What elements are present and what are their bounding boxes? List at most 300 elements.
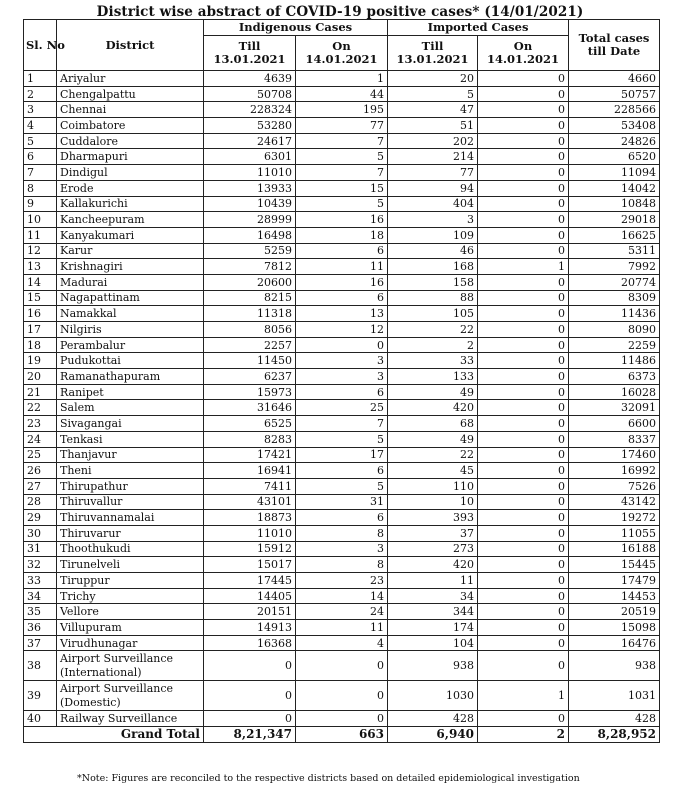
sl-no-cell: 33 <box>24 573 57 589</box>
total-cell: 20774 <box>569 274 660 290</box>
imported-on-cell: 0 <box>478 196 569 212</box>
indigenous-on-cell: 7 <box>296 133 388 149</box>
sl-no-cell: 31 <box>24 541 57 557</box>
indigenous-till-cell: 16368 <box>204 635 296 651</box>
indigenous-till-cell: 16498 <box>204 227 296 243</box>
indigenous-on-cell: 25 <box>296 400 388 416</box>
total-cell: 50757 <box>569 86 660 102</box>
indigenous-on-cell: 6 <box>296 463 388 479</box>
imported-on-cell: 0 <box>478 573 569 589</box>
total-cell: 14453 <box>569 588 660 604</box>
indigenous-till-cell: 0 <box>204 651 296 681</box>
imported-on-cell: 0 <box>478 431 569 447</box>
imported-on-cell: 0 <box>478 620 569 636</box>
district-cell: Airport Surveillance (Domestic) <box>57 681 204 711</box>
total-cell: 16992 <box>569 463 660 479</box>
indigenous-on-cell: 0 <box>296 711 388 727</box>
imported-on-cell: 0 <box>478 86 569 102</box>
district-cell: Airport Surveillance (International) <box>57 651 204 681</box>
district-cell: Tiruppur <box>57 573 204 589</box>
total-cell: 24826 <box>569 133 660 149</box>
sl-no-cell: 9 <box>24 196 57 212</box>
sl-no-cell: 8 <box>24 180 57 196</box>
indigenous-on-cell: 195 <box>296 102 388 118</box>
table-row <box>24 86 660 102</box>
imported-on-cell: 1 <box>478 259 569 275</box>
imported-on-cell: 0 <box>478 149 569 165</box>
indigenous-on-cell: 44 <box>296 86 388 102</box>
sl-no-cell: 6 <box>24 149 57 165</box>
imported-on-cell: 0 <box>478 353 569 369</box>
indigenous-till-cell: 11010 <box>204 525 296 541</box>
table-row <box>24 525 660 541</box>
indigenous-till-cell: 6237 <box>204 369 296 385</box>
imported-till-cell: 88 <box>388 290 478 306</box>
total-cell: 16028 <box>569 384 660 400</box>
district-cell: Tenkasi <box>57 431 204 447</box>
indigenous-till-cell: 6301 <box>204 149 296 165</box>
table-row <box>24 588 660 604</box>
indigenous-till-cell: 0 <box>204 681 296 711</box>
total-cell: 11436 <box>569 306 660 322</box>
total-cell: 43142 <box>569 494 660 510</box>
indigenous-till-cell: 13933 <box>204 180 296 196</box>
imported-till-cell: 22 <box>388 322 478 338</box>
indigenous-till-header: Till 13.01.2021 <box>204 36 296 71</box>
sl-no-cell: 10 <box>24 212 57 228</box>
indigenous-till-cell: 53280 <box>204 118 296 134</box>
imported-on-cell: 0 <box>478 165 569 181</box>
imported-on-cell: 0 <box>478 306 569 322</box>
total-cell: 10848 <box>569 196 660 212</box>
district-cell: Thirupathur <box>57 478 204 494</box>
imported-on-cell: 0 <box>478 557 569 573</box>
indigenous-till-cell: 14913 <box>204 620 296 636</box>
total-cell: 228566 <box>569 102 660 118</box>
sl-no-cell: 29 <box>24 510 57 526</box>
imported-on-cell: 0 <box>478 274 569 290</box>
indigenous-on-cell: 14 <box>296 588 388 604</box>
indigenous-till-cell: 28999 <box>204 212 296 228</box>
total-cases-header: Total cases till Date <box>569 20 660 71</box>
district-cell: Pudukottai <box>57 353 204 369</box>
total-cell: 29018 <box>569 212 660 228</box>
table-row <box>24 212 660 228</box>
sl-no-cell: 26 <box>24 463 57 479</box>
imported-till-cell: 46 <box>388 243 478 259</box>
grand-total-row <box>24 727 660 743</box>
indigenous-on-cell: 0 <box>296 681 388 711</box>
imported-till-cell: 51 <box>388 118 478 134</box>
imported-till-cell: 34 <box>388 588 478 604</box>
sl-no-cell: 15 <box>24 290 57 306</box>
indigenous-on-cell: 5 <box>296 149 388 165</box>
imported-on-cell: 0 <box>478 651 569 681</box>
district-cell: Tirunelveli <box>57 557 204 573</box>
imported-on-cell: 1 <box>478 681 569 711</box>
total-cell: 8090 <box>569 322 660 338</box>
sl-no-cell: 7 <box>24 165 57 181</box>
imported-till-cell: 214 <box>388 149 478 165</box>
table-row <box>24 149 660 165</box>
indigenous-till-cell: 15973 <box>204 384 296 400</box>
sl-no-cell: 13 <box>24 259 57 275</box>
indigenous-till-cell: 11318 <box>204 306 296 322</box>
indigenous-till-cell: 43101 <box>204 494 296 510</box>
imported-on-cell: 0 <box>478 541 569 557</box>
table-row <box>24 337 660 353</box>
imported-till-cell: 11 <box>388 573 478 589</box>
district-header: District <box>57 20 204 71</box>
table-row <box>24 463 660 479</box>
table-row <box>24 369 660 385</box>
imported-till-cell: 420 <box>388 400 478 416</box>
indigenous-till-cell: 11450 <box>204 353 296 369</box>
district-cell: Railway Surveillance <box>57 711 204 727</box>
imported-till-cell: 77 <box>388 165 478 181</box>
total-cell: 6520 <box>569 149 660 165</box>
table-row <box>24 243 660 259</box>
district-cell: Kanyakumari <box>57 227 204 243</box>
imported-till-cell: 47 <box>388 102 478 118</box>
covid-cases-table <box>23 19 660 743</box>
sl-no-cell: 19 <box>24 353 57 369</box>
imported-till-cell: 105 <box>388 306 478 322</box>
table-row <box>24 353 660 369</box>
indigenous-till-cell: 17421 <box>204 447 296 463</box>
total-cell: 15098 <box>569 620 660 636</box>
table-row <box>24 118 660 134</box>
imported-on-cell: 0 <box>478 322 569 338</box>
indigenous-till-cell: 8056 <box>204 322 296 338</box>
imported-till-cell: 94 <box>388 180 478 196</box>
indigenous-till-cell: 24617 <box>204 133 296 149</box>
total-cell: 14042 <box>569 180 660 196</box>
indigenous-on-cell: 8 <box>296 557 388 573</box>
indigenous-till-cell: 10439 <box>204 196 296 212</box>
sl-no-cell: 34 <box>24 588 57 604</box>
imported-till-cell: 404 <box>388 196 478 212</box>
district-cell: Thoothukudi <box>57 541 204 557</box>
table-row <box>24 711 660 727</box>
total-cell: 17479 <box>569 573 660 589</box>
grand-total-indigenous-on: 663 <box>296 727 388 743</box>
total-cell: 15445 <box>569 557 660 573</box>
total-cell: 7526 <box>569 478 660 494</box>
grand-total-label: Grand Total <box>24 727 204 743</box>
district-cell: Thanjavur <box>57 447 204 463</box>
imported-till-cell: 168 <box>388 259 478 275</box>
sl-no-cell: 11 <box>24 227 57 243</box>
indigenous-on-cell: 5 <box>296 431 388 447</box>
table-row <box>24 71 660 87</box>
sl-no-cell: 39 <box>24 681 57 711</box>
indigenous-on-cell: 0 <box>296 651 388 681</box>
imported-till-cell: 109 <box>388 227 478 243</box>
imported-on-cell: 0 <box>478 369 569 385</box>
indigenous-till-cell: 15017 <box>204 557 296 573</box>
imported-on-cell: 0 <box>478 494 569 510</box>
imported-till-cell: 10 <box>388 494 478 510</box>
indigenous-till-cell: 50708 <box>204 86 296 102</box>
imported-on-cell: 0 <box>478 588 569 604</box>
indigenous-on-cell: 3 <box>296 369 388 385</box>
indigenous-on-cell: 0 <box>296 337 388 353</box>
imported-on-cell: 0 <box>478 478 569 494</box>
imported-till-cell: 393 <box>388 510 478 526</box>
table-row <box>24 620 660 636</box>
total-cell: 11486 <box>569 353 660 369</box>
indigenous-till-cell: 15912 <box>204 541 296 557</box>
imported-on-cell: 0 <box>478 212 569 228</box>
table-row <box>24 635 660 651</box>
sl-no-cell: 16 <box>24 306 57 322</box>
imported-till-cell: 37 <box>388 525 478 541</box>
indigenous-till-cell: 8283 <box>204 431 296 447</box>
total-cell: 428 <box>569 711 660 727</box>
indigenous-on-cell: 16 <box>296 274 388 290</box>
district-cell: Perambalur <box>57 337 204 353</box>
imported-on-cell: 0 <box>478 102 569 118</box>
total-cell: 8337 <box>569 431 660 447</box>
total-cell: 20519 <box>569 604 660 620</box>
district-cell: Kallakurichi <box>57 196 204 212</box>
grand-total-imported-till: 6,940 <box>388 727 478 743</box>
indigenous-till-cell: 4639 <box>204 71 296 87</box>
imported-on-cell: 0 <box>478 384 569 400</box>
table-row <box>24 227 660 243</box>
indigenous-on-cell: 15 <box>296 180 388 196</box>
indigenous-on-cell: 12 <box>296 322 388 338</box>
indigenous-on-cell: 8 <box>296 525 388 541</box>
indigenous-till-cell: 14405 <box>204 588 296 604</box>
table-row <box>24 180 660 196</box>
district-cell: Ramanathapuram <box>57 369 204 385</box>
grand-total-indigenous-till: 8,21,347 <box>204 727 296 743</box>
imported-on-cell: 0 <box>478 604 569 620</box>
imported-on-cell: 0 <box>478 447 569 463</box>
imported-on-cell: 0 <box>478 337 569 353</box>
district-cell: Chennai <box>57 102 204 118</box>
indigenous-on-cell: 7 <box>296 165 388 181</box>
indigenous-on-cell: 17 <box>296 447 388 463</box>
sl-no-cell: 25 <box>24 447 57 463</box>
indigenous-till-cell: 228324 <box>204 102 296 118</box>
table-row <box>24 133 660 149</box>
imported-on-header: On 14.01.2021 <box>478 36 569 71</box>
total-cell: 32091 <box>569 400 660 416</box>
indigenous-on-header: On 14.01.2021 <box>296 36 388 71</box>
sl-no-cell: 28 <box>24 494 57 510</box>
indigenous-cases-header: Indigenous Cases <box>204 20 388 36</box>
imported-till-header: Till 13.01.2021 <box>388 36 478 71</box>
sl-no-cell: 18 <box>24 337 57 353</box>
table-row <box>24 478 660 494</box>
sl-no-cell: 22 <box>24 400 57 416</box>
indigenous-on-cell: 11 <box>296 259 388 275</box>
indigenous-on-cell: 1 <box>296 71 388 87</box>
district-cell: Theni <box>57 463 204 479</box>
imported-on-cell: 0 <box>478 711 569 727</box>
footnote: *Note: Figures are reconciled to the respective districts based on detailed epidemiological investigation <box>77 773 580 784</box>
total-cell: 938 <box>569 651 660 681</box>
total-cell: 8309 <box>569 290 660 306</box>
district-cell: Thiruvallur <box>57 494 204 510</box>
imported-on-cell: 0 <box>478 525 569 541</box>
imported-till-cell: 20 <box>388 71 478 87</box>
sl-no-cell: 17 <box>24 322 57 338</box>
table-row <box>24 196 660 212</box>
indigenous-on-cell: 6 <box>296 290 388 306</box>
district-cell: Nilgiris <box>57 322 204 338</box>
sl-no-cell: 35 <box>24 604 57 620</box>
grand-total-total: 8,28,952 <box>569 727 660 743</box>
total-cell: 4660 <box>569 71 660 87</box>
imported-on-cell: 0 <box>478 71 569 87</box>
indigenous-on-cell: 77 <box>296 118 388 134</box>
district-cell: Chengalpattu <box>57 86 204 102</box>
district-cell: Namakkal <box>57 306 204 322</box>
imported-on-cell: 0 <box>478 416 569 432</box>
total-cell: 1031 <box>569 681 660 711</box>
imported-till-cell: 22 <box>388 447 478 463</box>
indigenous-on-cell: 23 <box>296 573 388 589</box>
table-row <box>24 651 660 681</box>
sl-no-cell: 12 <box>24 243 57 259</box>
indigenous-till-cell: 16941 <box>204 463 296 479</box>
indigenous-till-cell: 5259 <box>204 243 296 259</box>
total-cell: 17460 <box>569 447 660 463</box>
indigenous-till-cell: 31646 <box>204 400 296 416</box>
district-cell: Villupuram <box>57 620 204 636</box>
indigenous-on-cell: 4 <box>296 635 388 651</box>
sl-no-cell: 37 <box>24 635 57 651</box>
imported-till-cell: 202 <box>388 133 478 149</box>
imported-till-cell: 3 <box>388 212 478 228</box>
table-row <box>24 604 660 620</box>
indigenous-on-cell: 6 <box>296 510 388 526</box>
table-row <box>24 416 660 432</box>
indigenous-till-cell: 0 <box>204 711 296 727</box>
imported-till-cell: 158 <box>388 274 478 290</box>
sl-no-cell: 36 <box>24 620 57 636</box>
sl-no-cell: 1 <box>24 71 57 87</box>
imported-till-cell: 273 <box>388 541 478 557</box>
table-row <box>24 494 660 510</box>
table-row <box>24 290 660 306</box>
table-row <box>24 102 660 118</box>
imported-on-cell: 0 <box>478 227 569 243</box>
imported-till-cell: 428 <box>388 711 478 727</box>
indigenous-on-cell: 18 <box>296 227 388 243</box>
table-row <box>24 274 660 290</box>
total-cell: 5311 <box>569 243 660 259</box>
table-body <box>24 71 660 727</box>
district-cell: Coimbatore <box>57 118 204 134</box>
indigenous-till-cell: 6525 <box>204 416 296 432</box>
sl-no-cell: 30 <box>24 525 57 541</box>
district-cell: Thiruvarur <box>57 525 204 541</box>
total-cell: 16188 <box>569 541 660 557</box>
sl-no-cell: 38 <box>24 651 57 681</box>
sl-no-cell: 14 <box>24 274 57 290</box>
table-row <box>24 322 660 338</box>
indigenous-on-cell: 11 <box>296 620 388 636</box>
imported-till-cell: 45 <box>388 463 478 479</box>
sl-no-cell: 21 <box>24 384 57 400</box>
total-cell: 53408 <box>569 118 660 134</box>
document-title: District wise abstract of COVID-19 positive cases* (14/01/2021) <box>96 4 584 20</box>
sl-no-cell: 32 <box>24 557 57 573</box>
imported-till-cell: 104 <box>388 635 478 651</box>
imported-till-cell: 1030 <box>388 681 478 711</box>
imported-on-cell: 0 <box>478 463 569 479</box>
imported-till-cell: 33 <box>388 353 478 369</box>
imported-till-cell: 174 <box>388 620 478 636</box>
table-row <box>24 447 660 463</box>
sl-no-cell: 23 <box>24 416 57 432</box>
imported-on-cell: 0 <box>478 510 569 526</box>
total-cell: 11055 <box>569 525 660 541</box>
table-row <box>24 384 660 400</box>
grand-total-imported-on: 2 <box>478 727 569 743</box>
imported-till-cell: 938 <box>388 651 478 681</box>
district-cell: Sivagangai <box>57 416 204 432</box>
sl-no-cell: 20 <box>24 369 57 385</box>
imported-on-cell: 0 <box>478 400 569 416</box>
imported-on-cell: 0 <box>478 290 569 306</box>
district-cell: Karur <box>57 243 204 259</box>
sl-no-cell: 3 <box>24 102 57 118</box>
imported-on-cell: 0 <box>478 635 569 651</box>
table-row <box>24 541 660 557</box>
indigenous-on-cell: 31 <box>296 494 388 510</box>
indigenous-till-cell: 18873 <box>204 510 296 526</box>
indigenous-till-cell: 17445 <box>204 573 296 589</box>
sl-no-header: Sl. No <box>24 20 57 71</box>
indigenous-on-cell: 3 <box>296 353 388 369</box>
district-cell: Dindigul <box>57 165 204 181</box>
total-cell: 6600 <box>569 416 660 432</box>
district-cell: Erode <box>57 180 204 196</box>
total-cell: 2259 <box>569 337 660 353</box>
table-row <box>24 557 660 573</box>
sl-no-cell: 4 <box>24 118 57 134</box>
district-cell: Trichy <box>57 588 204 604</box>
indigenous-on-cell: 5 <box>296 478 388 494</box>
imported-on-cell: 0 <box>478 118 569 134</box>
imported-till-cell: 420 <box>388 557 478 573</box>
indigenous-till-cell: 2257 <box>204 337 296 353</box>
imported-cases-header: Imported Cases <box>388 20 569 36</box>
indigenous-on-cell: 3 <box>296 541 388 557</box>
district-cell: Krishnagiri <box>57 259 204 275</box>
imported-on-cell: 0 <box>478 180 569 196</box>
indigenous-on-cell: 6 <box>296 384 388 400</box>
total-cell: 16476 <box>569 635 660 651</box>
indigenous-till-cell: 20151 <box>204 604 296 620</box>
indigenous-till-cell: 7812 <box>204 259 296 275</box>
sl-no-cell: 24 <box>24 431 57 447</box>
district-cell: Cuddalore <box>57 133 204 149</box>
total-cell: 6373 <box>569 369 660 385</box>
district-cell: Ariyalur <box>57 71 204 87</box>
imported-till-cell: 68 <box>388 416 478 432</box>
district-cell: Thiruvannamalai <box>57 510 204 526</box>
sl-no-cell: 5 <box>24 133 57 149</box>
imported-on-cell: 0 <box>478 133 569 149</box>
table-row <box>24 165 660 181</box>
